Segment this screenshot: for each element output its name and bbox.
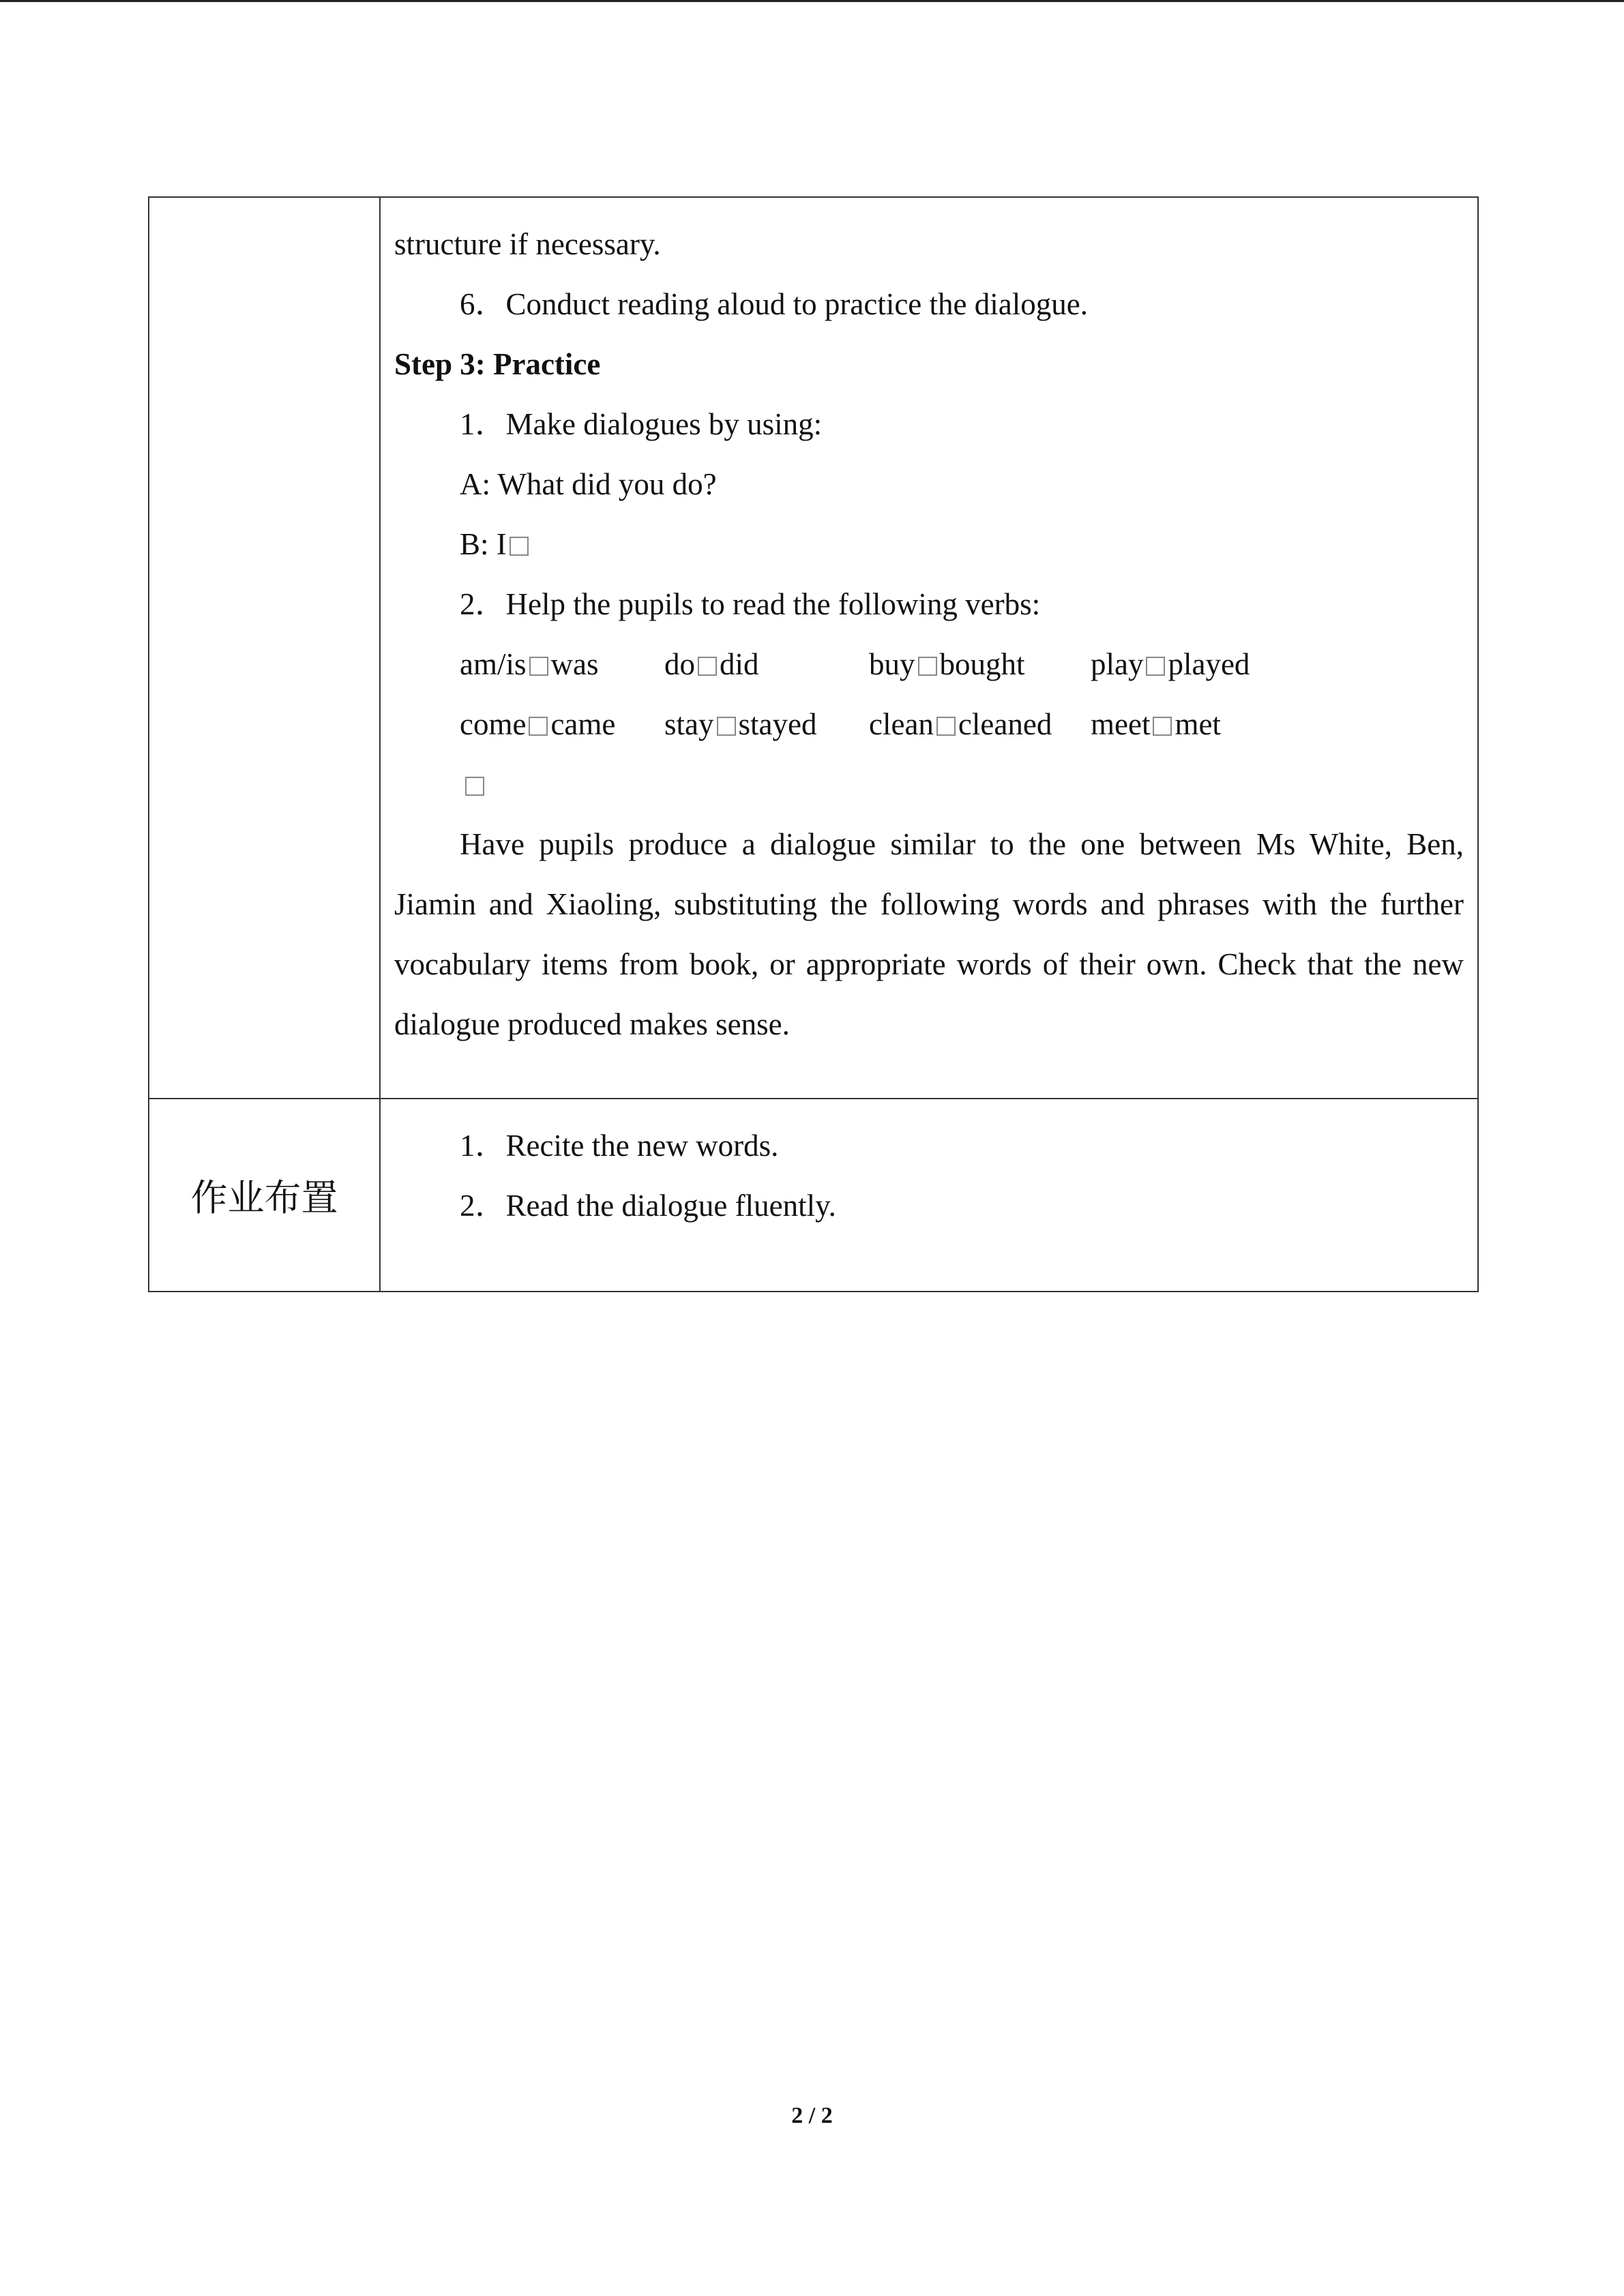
verb-pair xyxy=(460,694,664,754)
table-row xyxy=(149,197,1478,1099)
verb-past: met xyxy=(1175,707,1221,741)
content-line: 1．Make dialogues by using: xyxy=(460,407,823,441)
verb-past: bought xyxy=(939,647,1025,681)
missing-glyph-box-icon xyxy=(529,657,548,676)
missing-glyph-box-icon xyxy=(698,657,717,676)
dialogue-b-text: B: I xyxy=(460,527,507,561)
content-line: structure if necessary. xyxy=(394,227,661,261)
content-line: 2．Help the pupils to read the following verbs: xyxy=(460,587,1041,621)
verb-pair xyxy=(869,634,1091,694)
verb-present: buy xyxy=(869,647,915,681)
verb-present: am/is xyxy=(460,647,527,681)
missing-glyph-box-icon xyxy=(529,717,548,736)
homework-label: 作业布置 xyxy=(190,1176,338,1219)
content-line: 6．Conduct reading aloud to practice the dialogue. xyxy=(460,287,1088,321)
verb-pair xyxy=(664,634,869,694)
content-line xyxy=(394,514,1464,574)
row-label-cell xyxy=(149,197,380,1099)
homework-item: 1．Recite the new words. xyxy=(460,1129,779,1163)
missing-glyph-box-icon xyxy=(936,717,956,736)
verb-past: did xyxy=(720,647,759,681)
verb-present: clean xyxy=(869,707,934,741)
verb-pair xyxy=(869,694,1091,754)
verb-pair xyxy=(1091,634,1250,694)
verb-present: do xyxy=(664,647,695,681)
verb-present: stay xyxy=(664,707,714,741)
verb-present: come xyxy=(460,707,527,741)
verb-row xyxy=(394,694,1464,754)
top-rule xyxy=(0,0,1624,2)
verb-present: play xyxy=(1091,647,1144,681)
verb-pair xyxy=(460,634,664,694)
content-line: A: What did you do? xyxy=(460,467,717,501)
verb-past: was xyxy=(550,647,599,681)
missing-glyph-box-icon xyxy=(717,717,736,736)
missing-glyph-box-icon xyxy=(1153,717,1172,736)
homework-item: 2．Read the dialogue fluently. xyxy=(460,1189,836,1223)
row-content-cell xyxy=(380,1099,1478,1292)
verb-past: cleaned xyxy=(958,707,1052,741)
page-number: 2 / 2 xyxy=(791,2103,833,2128)
verb-row xyxy=(394,634,1464,694)
verb-present: meet xyxy=(1091,707,1151,741)
table-row xyxy=(149,1099,1478,1292)
lesson-plan-table xyxy=(148,196,1479,1292)
row-label-cell xyxy=(149,1099,380,1292)
row-content-cell xyxy=(380,197,1478,1099)
verb-past: stayed xyxy=(738,707,817,741)
verb-pair xyxy=(664,694,869,754)
verb-pair xyxy=(1091,694,1221,754)
instruction-paragraph: Have pupils produce a dialogue similar to the one between Ms White, Ben, Jiamin and Xiaoling, substituting the following words and phrases with the further vocabulary items from book, or appropriate words of their own. Check that the new dialogue produced makes sense. xyxy=(394,827,1464,1041)
missing-glyph-box-icon xyxy=(918,657,937,676)
verb-past: played xyxy=(1168,647,1250,681)
content-line xyxy=(394,754,1464,814)
missing-glyph-box-icon xyxy=(1146,657,1165,676)
missing-glyph-box-icon xyxy=(510,537,529,556)
missing-glyph-box-icon xyxy=(465,777,484,796)
verb-past: came xyxy=(550,707,616,741)
step-heading: Step 3: Practice xyxy=(394,347,601,381)
